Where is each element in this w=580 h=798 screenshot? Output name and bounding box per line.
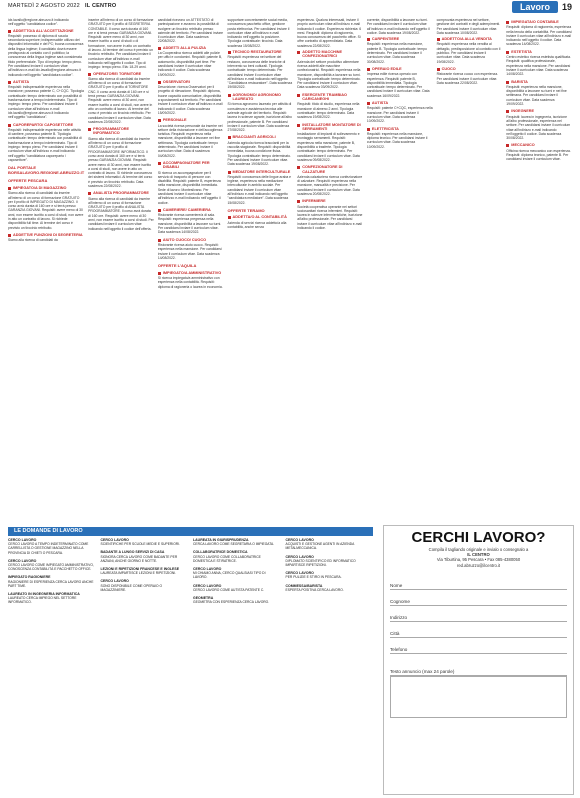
job-ad <box>506 143 572 161</box>
coupon-text-area <box>390 660 567 676</box>
job-ad-body: Siamo alla ricerca di candidati da inserire all'interno di un corso di formazione GRATUITO per il profilo di TORNITORE CNC. Il corso avrà durata di 160 ore e si terrà presso GARANZIA GIOVANI. Requisiti: avere meno di 30 anni, non essere iscritto a corsi di studi, non avere in atto un contratto di lavoro. Al termine del corso è previsto un tirocinio retribuito. Per candidarsi inviare il curriculum vitae. Data scadenza 22/08/2022. <box>88 76 153 124</box>
coupon-text-box[interactable] <box>390 676 567 718</box>
job-ad-body: Ristorante ricerca cuoco con esperienza. Per candidarsi inviare il curriculum vitae. Data scadenza 22/08/2022. <box>436 72 499 85</box>
job-ad-head <box>8 80 84 84</box>
job-request-title: CERCO LAVORO <box>285 538 314 542</box>
job-ad-title: TECNICO RESTAURATORE <box>232 50 282 55</box>
job-ad-title: ADDETTO MACCHINE CONFEZIONATRICI <box>302 50 343 59</box>
job-ad <box>297 165 363 196</box>
coupon-title: CERCHI LAVORO? <box>411 529 546 546</box>
job-ad <box>8 29 84 77</box>
job-ad-body: Requisiti: esperienza nella vendita al dettaglio, predisposizione al contatto con il pubblico. Per candidarsi inviare il curriculum vitae. Data scadenza 19/08/2022. <box>436 42 501 64</box>
red-square-marker <box>8 81 11 84</box>
red-square-marker <box>158 162 161 165</box>
job-ad-title: BARISTA <box>511 79 528 84</box>
job-ad-body: Officina ricerca meccanico con esperienza. Requisiti: diploma tecnico, patente B. Per candidarsi inviare il curriculum vitae. <box>506 148 571 162</box>
job-request-body: CERCO LAVORO A TEMPO INDETERMINATO COME CARRELLISTA O GESTIONE MAGAZZINO NELLA PROVINCIA DI CHIETI O PESCARA. <box>8 542 89 555</box>
job-ad-head <box>297 50 363 59</box>
job-ad-head <box>88 127 154 136</box>
job-ad <box>367 67 433 98</box>
red-square-marker <box>297 124 300 127</box>
job-ad <box>228 215 294 229</box>
red-square-marker <box>158 209 161 212</box>
request-column <box>8 538 96 793</box>
listing-region-heading: OFFERTE TERAMO <box>227 207 265 213</box>
job-request <box>8 538 96 555</box>
job-ad-head <box>158 238 224 242</box>
job-ad <box>297 123 363 163</box>
job-ad <box>158 46 224 77</box>
job-ad-head <box>297 199 363 203</box>
job-ad-title: CUOCO <box>441 66 456 71</box>
job-request-body: CERCO LAVORO COME COLLABORATRICE DOMESTICA E STIRATRICE. <box>193 554 261 563</box>
request-column <box>286 538 374 793</box>
listing-continuation: comprovata esperienza nel settore, gestione dei contratti e degli adempimenti. Per candidarsi inviare il curriculum vitae. Data scadenza 10/08/2022. <box>436 18 501 35</box>
listing-continuation: corrente, disponibilità a lavorare su turni. Per candidarsi inviare il curriculum vitae all'indirizzo e-mail indicando nell'oggetto il codice. Data scadenza 19/08/2022. <box>366 18 430 35</box>
job-request-title: LAUREATA IN GIURISPRUDENZA <box>193 538 249 542</box>
job-ad-body: Requisiti: indispensabile esperienza nella mansione; possesso patente C, C+CQC. Tipologia contrattuale: tempo determinato con possibilità di trasformazione a tempo indeterminato. Tipo di impiego: tempo pieno. Per candidarsi inviare il curriculum vitae all'indirizzo e-mail idx.lavallo@regione.abruzzo.it indicando nell'oggetto "candidatura". <box>8 85 84 120</box>
job-ad-head <box>506 20 572 24</box>
job-ad <box>228 170 294 205</box>
job-ad-body: Requisiti: titolo di studio, esperienza nella mansione di almeno 2 anni. Tipologia contrattuale: tempo determinato. Data scadenza 19/08/2022. <box>297 102 360 120</box>
job-ad-body: Requisiti: indispensabile esperienza nelle attività di cantiere, possesso patente B. Tipologia contrattuale: tempo determinato con possibilità di trasformazione a tempo indeterminato. Tipo di impiego: tempo pieno. Per candidarsi inviare il curriculum vitae all'indirizzo e-mail indicando nell'oggetto "candidatura caporeparto / caposettore". <box>8 127 82 162</box>
job-request <box>286 538 374 551</box>
job-ad-body: Azienda calzaturiera ricerca confezionatore di calzature. Requisiti: esperienza nella mansione, manualità e precisione. Per candidarsi inviare il curriculum vitae. Data scadenza 20/08/2022. <box>297 174 363 196</box>
job-request-body: SIGNORA CERCA LAVORO COME BADANTE PER ANZIANI, ANCHE GIORNO E NOTTE. <box>100 554 178 563</box>
job-ad <box>88 191 154 231</box>
job-ad <box>158 238 224 260</box>
job-ad-body: Azienda del settore produttivo alimentare ricerca addetti alle macchine confezionatrici. Requisiti: esperienza nella mansione, disponibilità a lavorare su turni. Tipologia contrattuale: tempo determinato. Per candidarsi inviare il curriculum vitae. Data scadenza 03/09/2022. <box>297 59 361 90</box>
job-ad-head <box>437 37 503 41</box>
red-square-marker <box>88 73 91 76</box>
red-square-marker <box>228 171 231 174</box>
job-ad-title: IMPIEGATO/A DI MAGAZZINO <box>13 185 67 190</box>
job-ad-body: Requisiti: conoscenza delle lingue araba e inglese, esperienza nella mediazione interculturale in ambito sociale. Per candidarsi inviare il curriculum vitae all'indirizzo e-mail indicando nell'oggetto "candidatura mediatore". Data scadenza 15/08/2022. <box>227 174 292 205</box>
job-ad-title: CAPOREPARTO/ CAPOSETTORE <box>13 122 74 127</box>
job-ad <box>228 93 294 133</box>
job-ad-title: CARPENTIERE <box>371 37 400 42</box>
job-requests-title: LE DOMANDE DI LAVORO <box>14 528 83 534</box>
job-request-title: CERCO LAVORO <box>8 538 37 542</box>
job-request-title: CERCO LAVORO <box>285 571 314 576</box>
job-ad <box>506 109 572 140</box>
job-ad <box>437 37 503 64</box>
job-ad-title: ADDETTO/A ALLA VENDITA <box>441 37 492 42</box>
job-requests-grid <box>8 538 373 793</box>
job-ad-head <box>88 72 154 76</box>
job-ad <box>8 80 84 120</box>
listing-continuation: esperienza. Qualora interessati, inviare il proprio curriculum vitae all'indirizzo e-mail indicando il codice. Esperienza richiesta: 6 mesi. Requisiti: diploma di ragioneria, buona conoscenza del pacchetto office. Si offre contratto di apprendistato. Data scadenza 22/08/2022. <box>297 18 362 48</box>
job-request-body: ACQUISTI E GESTIONE AGENTI IN AZIENDA METALMECCANICA. <box>285 542 355 551</box>
job-ad-head <box>8 186 84 190</box>
job-ad-body: Ristorante ricerca aiuto cuoco. Requisiti: esperienza nella mansione. Per candidarsi inviare il curriculum vitae. Data scadenza 14/08/2022. <box>157 242 222 260</box>
job-ad-head <box>506 143 572 147</box>
listing-region-heading: OFFERTE PESCARA <box>8 178 48 184</box>
red-square-marker <box>158 272 161 275</box>
red-square-marker <box>367 68 370 71</box>
listing-column <box>8 18 84 521</box>
job-ad-head <box>228 170 294 174</box>
red-square-marker <box>297 200 300 203</box>
job-ad-body: Azienda di servizi ricerca addetto/a alla contabilità, anche senza <box>227 220 287 230</box>
job-ad-title: IMPIEGATO/A AMMINISTRATIVO <box>162 270 222 275</box>
job-request-body: DIPLOMATO SCIENTIFICO ED INFORMATICO IMPARTISCE RIPETIZIONI. <box>285 558 356 568</box>
listing-continuation: inserire all'interno di un corso di formazione GRATUITO per il profilo di SEGRETERIA CONTABILE. Il corso avrà durata di 160 ore e si terrà presso GARANZIA GIOVANI. Requisiti: avere meno di 30 anni, non essere iscritto a corsi di studi o di formazione, non avere in atto un contratto di lavoro. Al termine del corso è previsto un tirocinio retribuito. Per candidarsi inviare il curriculum vitae all'indirizzo e-mail indicando nell'oggetto il codice. Tipo di impiego: tempo pieno. Età: 18-29 anni. <box>88 18 154 70</box>
job-ad-body: Ristorante ricerca cameriere/a di sala. Requisiti: esperienza pregressa nella mansione, disponibilità a lavorare su turni. Per candidarsi inviare il curriculum vitae. Data scadenza 14/08/2022. <box>157 213 222 235</box>
red-square-marker <box>297 94 300 97</box>
listing-continuation: candidati ricevono un ATTESTATO di partecipazione e avranno la possibilità di svolgere un tirocinio retribuito presso aziende del territorio. Per candidarsi inviare il curriculum vitae. Data scadenza 22/08/2022. <box>157 18 224 44</box>
job-request <box>8 592 96 605</box>
job-ad-title: AGRONOMO/ AGRONOMO LAUREATO <box>232 92 281 102</box>
job-request-body: PER PULIZIE E STIRO IN PESCARA. <box>285 575 342 580</box>
job-ad <box>158 118 224 158</box>
job-ad-body: Siamo alla ricerca di candidati da inserire all'interno di un corso di formazione GRATUITO per il profilo di PROGRAMMATORE INFORMATICO. Il corso avrà durata di 160 ore e si terrà presso GARANZIA GIOVANI. Requisiti: avere meno di 30 anni, non essere iscritto a corsi di studi, non avere in atto un contratto di lavoro. Si richiede conoscenza dei sistemi informatici. Al termine del corso è previsto un tirocinio retribuito. Data scadenza 22/08/2022. <box>88 136 153 188</box>
job-request-title: CERCO LAVORO <box>193 583 222 588</box>
masthead-right <box>512 1 572 13</box>
job-ad-title: ADDETTA/O AL CONTABILITÀ <box>232 215 287 220</box>
red-square-marker <box>228 136 231 139</box>
red-square-marker <box>8 30 11 33</box>
coupon-fields <box>390 574 567 654</box>
job-ad-title: ESTETISTA <box>511 49 532 54</box>
red-square-marker <box>228 51 231 54</box>
job-ad-head <box>506 50 572 54</box>
job-request <box>193 596 281 604</box>
red-square-marker <box>158 81 161 84</box>
listing-column <box>297 18 363 521</box>
job-ad-body: Requisiti: diploma di ragioneria, esperienza nella tenuta della contabilità. Per candidarsi inviare il curriculum vitae all'indirizzo e-mail indicando nell'oggetto il codice. Data scadenza 14/08/2022. <box>506 25 572 47</box>
coupon-subtitle-text: Compila il tagliando originale e invialo o consegnalo a <box>428 547 529 552</box>
red-square-marker <box>437 68 440 71</box>
job-ad-title: AUTISTA <box>371 101 389 106</box>
job-ad-title: OPERATORE/ TORNITORE <box>93 71 142 76</box>
job-ad-head <box>297 93 363 102</box>
job-ad-body: Requisiti: esperienza nella mansione, disponibilità a lavorare su turni e nei fine settimana. Per candidarsi inviare il curriculum vitae. Data scadenza 19/09/2022. <box>506 84 567 107</box>
job-ad <box>158 208 224 235</box>
job-request <box>101 538 189 546</box>
job-ad-head <box>367 127 433 131</box>
listing-continuation: supportare concretamente social media, conoscenza pacchetto office, gestione posta elettronica. Per candidarsi inviare il curriculum vitae all'indirizzo e-mail indicando nell'oggetto la posizione. Tipologia contrattuale: tirocinio. Data scadenza 15/08/2022. <box>227 18 290 48</box>
red-square-marker <box>367 128 370 131</box>
job-ad <box>88 72 154 125</box>
job-request-body: RAGIONIERE DI ESPERIENZA CERCA LAVORO ANCHE PART TIME. <box>8 579 94 588</box>
listing-column <box>437 18 503 521</box>
job-ad-head <box>8 123 84 127</box>
page-number: 19 <box>561 2 572 12</box>
job-ad <box>88 127 154 188</box>
job-ad <box>158 80 224 115</box>
job-ad-body: Siamo alla ricerca di candidati da <box>8 238 58 243</box>
job-request-title: CERCO LAVORO <box>100 538 129 542</box>
job-request-title: GEOMETRA <box>193 596 214 601</box>
job-ad <box>437 67 503 85</box>
red-square-marker <box>228 216 231 219</box>
red-square-marker <box>158 47 161 50</box>
red-square-marker <box>367 38 370 41</box>
job-ad-title: PERSONALE <box>162 118 187 123</box>
job-ad-head <box>367 37 433 41</box>
listing-column <box>367 18 433 521</box>
red-square-marker <box>8 187 11 190</box>
job-request <box>193 584 281 592</box>
coupon-email: red.abruzzo@ilcentro.it <box>456 562 501 568</box>
job-ad-title: OSSERVATORI <box>162 79 190 84</box>
job-ad-title: OPERAIO EDILE <box>371 66 402 71</box>
job-ad-body: Si ricerca un accompagnatore per il servizio di trasporto di persone con disabilità. Requisiti: patente B, esperienza nella mansione, disponibilità immediata. Sede di lavoro: Montesilvano. Per candidarsi inviare il curriculum vitae all'indirizzo e-mail indicando nell'oggetto il codice. <box>157 170 221 205</box>
listing-column <box>506 18 572 521</box>
job-ad-title: AUTISTA <box>13 79 30 84</box>
job-request <box>193 550 281 563</box>
job-ad-head <box>158 271 224 275</box>
job-ad-title: INSTALLATORE MONTATORE DI SERRAMENTI <box>302 122 361 131</box>
job-ad <box>506 50 572 77</box>
job-request-body: CERCO LAVORO COME AUTISTA PATENTE C. <box>193 587 265 592</box>
listing-column <box>158 18 224 521</box>
section-tag: Lavoro <box>512 1 558 13</box>
job-ad-head <box>297 165 363 174</box>
job-ad-body: Siamo alla ricerca di candidati da inserire all'interno di un corso di formazione GRATUITO per il profilo di IMPIEGATO DI MAGAZZINO. Il corso avrà durata di 160 ore e si terrà presso GARANZIA GIOVANI. Requisiti: avere meno di 30 anni, non essere iscritto a corsi di studi, non avere in atto un contratto di lavoro. Si richiede disponibilità full time. Al termine del corso è previsto un tirocinio retribuito. <box>8 191 84 230</box>
job-ad <box>8 233 84 243</box>
job-request-body: CERCO LAVORO COME IMPIEGATO AMMINISTRATIVO, CONOSCENZA CONTABILITÀ E PACCHETTO OFFICE. <box>8 563 94 572</box>
job-ad-body: Impresa edile ricerca operaio con esperienza. Requisiti: patente B, disponibilità immediata. Tipologia contrattuale: tempo determinato. Per candidarsi inviare il curriculum vitae. Data scadenza 16/09/2022. <box>366 72 430 98</box>
job-ad-body: Requisiti: patente C+CQC, esperienza nella mansione. Per candidarsi inviare il curriculum vitae. Data scadenza 10/09/2022. <box>366 106 433 124</box>
red-square-marker <box>367 102 370 105</box>
job-request <box>193 567 281 580</box>
masthead <box>0 0 580 14</box>
job-request <box>286 555 374 568</box>
job-ad <box>297 199 363 230</box>
job-request-title: LAUREATO IN INGEGNERIA INFORMATICA <box>8 592 80 597</box>
coupon-text-label: Testo annuncio (max 24 parole) <box>390 660 567 676</box>
red-square-marker <box>506 81 509 84</box>
job-ad-title: ESERCENTE TRAMBIAO CARICANEGHI <box>302 92 347 102</box>
job-request-title: CERCO LAVORO <box>285 554 314 559</box>
job-request <box>8 559 96 572</box>
listing-region-heading: DAL PORTALE BORSALAVORO.REGIONE.ABRUZZO.IT <box>8 165 85 175</box>
job-request-title: BADANTE A LUNGO SERVIZI DI CASA <box>100 550 165 555</box>
coupon-field[interactable]: Nome <box>390 574 567 590</box>
coupon-address: Via Tiburtina, 95 Pescara • Fax 085-4380050 <box>436 557 521 563</box>
job-request <box>101 550 189 563</box>
red-square-marker <box>88 192 91 195</box>
job-ad <box>506 20 572 47</box>
job-ad-head <box>228 135 294 139</box>
listing-column <box>228 18 294 521</box>
job-request <box>286 571 374 579</box>
job-request <box>8 575 96 588</box>
job-ad-head <box>506 109 572 113</box>
job-ad-head <box>228 215 294 219</box>
job-ad-head <box>437 67 503 71</box>
job-ad <box>8 186 84 230</box>
masthead-date: MARTEDÌ 2 AGOSTO 2022 <box>8 3 80 9</box>
job-ad <box>506 80 572 107</box>
job-ad-title: INGEGNERE <box>511 109 535 114</box>
listing-column <box>88 18 154 521</box>
job-request-title: COLLABORATRICE DOMESTICA <box>193 550 248 555</box>
job-listings-columns <box>8 18 572 521</box>
coupon-field[interactable]: Indirizzo <box>390 606 567 622</box>
job-ad-title: ANALISTA PROGRAMMATORE <box>93 191 149 196</box>
job-ad-body: Requisiti: possesso di diploma di scuola secondaria superiore; indispensabile utilizzo dei dispositivi informatici e del PC; buona conoscenza della lingua inglese; Il candidato dovrà essere predisposto al contatto con il pubblico; la conoscenza della lingua inglese sarà considerata titolo preferenziale. Tipo di impiego: tempo pieno. Per candidarsi inviare il curriculum vitae all'indirizzo e-mail idx.lavallo@regione.abruzzo.it indicando nell'oggetto "candidatura codice". <box>8 33 84 77</box>
job-ad-title: ADDETTO/A ALL'ACCETTAZIONE <box>13 28 74 33</box>
job-request-title: CERCO LAVORO <box>100 579 129 584</box>
job-ad-body: Si ricerca agronomo laureato per attività di consulenza e assistenza tecnica alle aziende agricole del territorio. Requisiti: laurea in scienze agrarie, iscrizione all'albo professionale, patente B. Per candidarsi inviare il curriculum vitae. Data scadenza 27/08/2022. <box>227 102 292 133</box>
job-request-title: LEZIONI E RIPETIZIONI FRANCESE E INGLESE <box>100 567 180 572</box>
job-ad-body: Descrizione: ricerca Osservatori per il progetto di rilevazione. Requisiti: diploma, buone capacità comunicative, disponibilità a spostamenti sul territorio. Per candidarsi inviare il curriculum vitae all'indirizzo e-mail indicando il codice. Data scadenza 15/09/2022. <box>157 85 223 115</box>
job-ad <box>8 123 84 163</box>
job-request-body: SCIENTIFICHE PER SCUOLE MEDIE E SUPERIORI. <box>100 542 181 547</box>
coupon-paper: IL CENTRO <box>467 552 490 558</box>
job-ad-title: ADDETTI ALLA PULIZIA <box>162 45 207 50</box>
job-request-body: GEOMETRA CON ESPERIENZA CERCA LAVORO. <box>193 600 270 605</box>
job-request-body: LAUREATO CERCA IMPIEGO NEL SETTORE INFORMATICO. <box>8 596 77 605</box>
job-ad-head <box>88 191 154 195</box>
red-square-marker <box>437 38 440 41</box>
job-request-title: CERCO LAVORO <box>8 558 37 563</box>
job-ad-title: CAMERIERE/ CAMERIERA <box>162 207 211 212</box>
job-request-body: LAUREATA IMPARTISCE LEZIONI E RIPETIZIONI. <box>100 571 177 576</box>
job-ad-title: CONFEZIONATORE DI CALZATURE <box>302 165 343 174</box>
job-ad <box>158 161 224 205</box>
request-column <box>193 538 281 793</box>
job-ad <box>297 50 363 90</box>
job-ad-title: IMPIEGATA/O CONTABILE <box>511 20 559 24</box>
job-request-title: COMMESSA/BARISTA <box>285 583 323 588</box>
job-request-body: MI CHIAMO ANNA, CERCO QUALSIASI TIPO DI LAVORO. <box>193 571 266 580</box>
red-square-marker <box>158 119 161 122</box>
job-ad <box>367 37 433 64</box>
job-ad-head <box>228 93 294 102</box>
coupon-subtitle <box>384 547 573 557</box>
red-square-marker <box>506 51 509 54</box>
job-ad-head <box>297 123 363 132</box>
red-square-marker <box>506 110 509 113</box>
red-square-marker <box>158 239 161 242</box>
job-ad-title: BRACCIANTI AGRICOLI <box>232 135 276 140</box>
job-ad-body: Si ricerca impiegato/a amministrativo con esperienza nella contabilità. Requisiti: diploma di ragioneria o laurea in economia. <box>157 276 223 289</box>
job-ad-body: La società ricerca personale da inserire nel settore della ristorazione e dell'accoglienza turistica. Requisiti: esperienza nella mansione, disponibilità a lavorare nei fine settimana. Tipologia contrattuale: tempo determinato. Per candidarsi inviare il curriculum vitae. Data di scadenza 04/08/2022. <box>157 123 223 158</box>
job-ad-head <box>158 80 224 84</box>
masthead-left <box>8 3 116 9</box>
job-ad <box>228 50 294 90</box>
masthead-paper: IL CENTRO <box>85 3 117 9</box>
coupon-field[interactable]: Cognome <box>390 590 567 606</box>
job-ad-title: MECCANICO <box>511 143 535 148</box>
job-ad-body: Centro estetico ricerca estetista qualificata. Requisiti: qualifica professionale, esperienza nella mansione. Per candidarsi inviare il curriculum vitae. Data scadenza 14/08/2022. <box>506 55 571 77</box>
job-request <box>193 538 281 546</box>
red-square-marker <box>297 166 300 169</box>
job-request <box>101 579 189 592</box>
job-ad-body: La Cooperativa ricerca addetti alle pulizie per uffici e condomini. Requisiti: patente B, automunito, disponibilità part time. Per candidarsi inviare il curriculum vitae indicando il codice. Data scadenza 19/09/2022. <box>157 51 223 77</box>
red-square-marker <box>8 234 11 237</box>
job-ad-head <box>506 80 572 84</box>
job-ad-head <box>8 29 84 33</box>
job-ad-title: ELETTRICISTA <box>371 126 399 131</box>
job-request-body: ESPERTA POSITIVA CERCA LAVORO. <box>285 587 344 592</box>
red-square-marker <box>297 51 300 54</box>
red-square-marker <box>8 124 11 127</box>
job-ad <box>297 93 363 120</box>
coupon-field[interactable]: Città <box>390 622 567 638</box>
job-ad-title: PROGRAMMATORE INFORMATICO <box>93 127 130 136</box>
job-requests-bar <box>8 527 373 536</box>
listing-continuation: idx.lavallo@regione.abruzzo.it indicando nell'oggetto "candidatura codice". <box>8 18 69 27</box>
job-ad <box>367 101 433 123</box>
job-request-body: CERCA LAVORO COME SEGRETARIA O IMPIEGATA. <box>193 542 275 547</box>
red-square-marker <box>228 94 231 97</box>
job-ad <box>228 135 294 166</box>
job-ad-title: INFERMIERE <box>302 199 326 204</box>
job-ad-head <box>367 67 433 71</box>
job-ad-body: Requisiti: laurea in ingegneria, iscrizione all'albo professionale, esperienza nel settore. Per candidarsi inviare il curriculum vitae all'indirizzo e-mail indicando nell'oggetto il codice. Data scadenza 30/08/2022. <box>506 114 571 141</box>
job-ad-head <box>158 118 224 122</box>
job-request <box>286 584 374 592</box>
job-ad-body: Requisiti: esperienza nella mansione, patente B. Tipologia contrattuale: tempo determinato. Per candidarsi inviare il curriculum vitae. Data scadenza 30/08/2022. <box>366 42 427 64</box>
job-request-body: SONO DISPONIBILE COME OPERAIO O MAGAZZINIERE. <box>100 583 163 592</box>
job-coupon <box>383 525 574 795</box>
job-ad <box>367 127 433 149</box>
job-request-title: CERCO LAVORO <box>193 567 222 572</box>
job-ad-head <box>8 233 84 237</box>
job-ad-head <box>158 161 224 170</box>
job-ad-body: Requisiti: esperienza nel settore del restauro, conoscenza delle tecniche di intervento su beni culturali. Tipologia contrattuale: tempo determinato. Per candidarsi inviare il curriculum vitae all'indirizzo e-mail indicando nell'oggetto "Candidatura restauratore". Data scadenza 19/08/2022. <box>227 55 293 90</box>
job-ad-title: AIUTO CUOCO/ CUOCO <box>162 237 207 242</box>
job-ad <box>158 271 224 289</box>
red-square-marker <box>506 21 509 24</box>
listing-region-heading: OFFERTE L'AQUILA <box>157 263 197 269</box>
job-ad-body: Requisiti: esperienza nella mansione, diploma tecnico. Per candidarsi inviare il curriculum vitae. Data scadenza 10/09/2022. <box>366 131 428 149</box>
job-ad-title: MEDIATORE INTERCULTURALE <box>232 169 291 174</box>
red-square-marker <box>506 144 509 147</box>
job-ad-head <box>367 101 433 105</box>
job-ad-title: ADDETTI/E FUNZIONI DI SEGRETERIA <box>13 232 83 237</box>
job-ad-body: Siamo alla ricerca di candidati da inserire all'interno di un corso di formazione GRATUITO per il profilo di ANALISTA PROGRAMMATORE. Il corso avrà durata di 160 ore. Requisiti: avere meno di 30 anni, non essere iscritto a corsi di studi. Per candidarsi inviare il curriculum vitae indicando nell'oggetto il codice dell'offerta. <box>88 196 154 231</box>
job-ad-title: ACCOMPAGNATORE PER DISABILI <box>162 160 210 170</box>
job-ad-body: Azienda agricola ricerca braccianti per la raccolta stagionale. Requisiti: disponibilità immediata, buona condizione fisica. Tipologia contrattuale: tempo determinato. Per candidarsi inviare il curriculum vitae. Data scadenza 19/08/2022. <box>227 140 291 167</box>
request-column <box>101 538 189 793</box>
red-square-marker <box>88 128 91 131</box>
job-ad-head <box>158 46 224 50</box>
job-request <box>101 567 189 575</box>
job-ad-head <box>228 50 294 54</box>
job-request-title: IMPIEGATO RAGIONIERE <box>8 575 51 580</box>
job-ad-head <box>158 208 224 212</box>
job-ad-body: Installazione di impianti di sollevamento e montaggio serramenti. Requisiti: esperienza nella mansione, patente B, disponibilità a trasferte. Tipologia contrattuale: tempo determinato. Per candidarsi inviare il curriculum vitae. Data scadenza 09/08/2022. <box>297 132 360 162</box>
coupon-field[interactable]: Telefono <box>390 638 567 654</box>
job-ad-body: Società cooperativa operante nei settori sociosanitari ricerca infermieri. Requisiti: laurea in scienze infermieristiche, iscrizione all'albo professionale. Per candidarsi inviare il curriculum vitae all'indirizzo e-mail indicando il codice. <box>297 204 363 231</box>
